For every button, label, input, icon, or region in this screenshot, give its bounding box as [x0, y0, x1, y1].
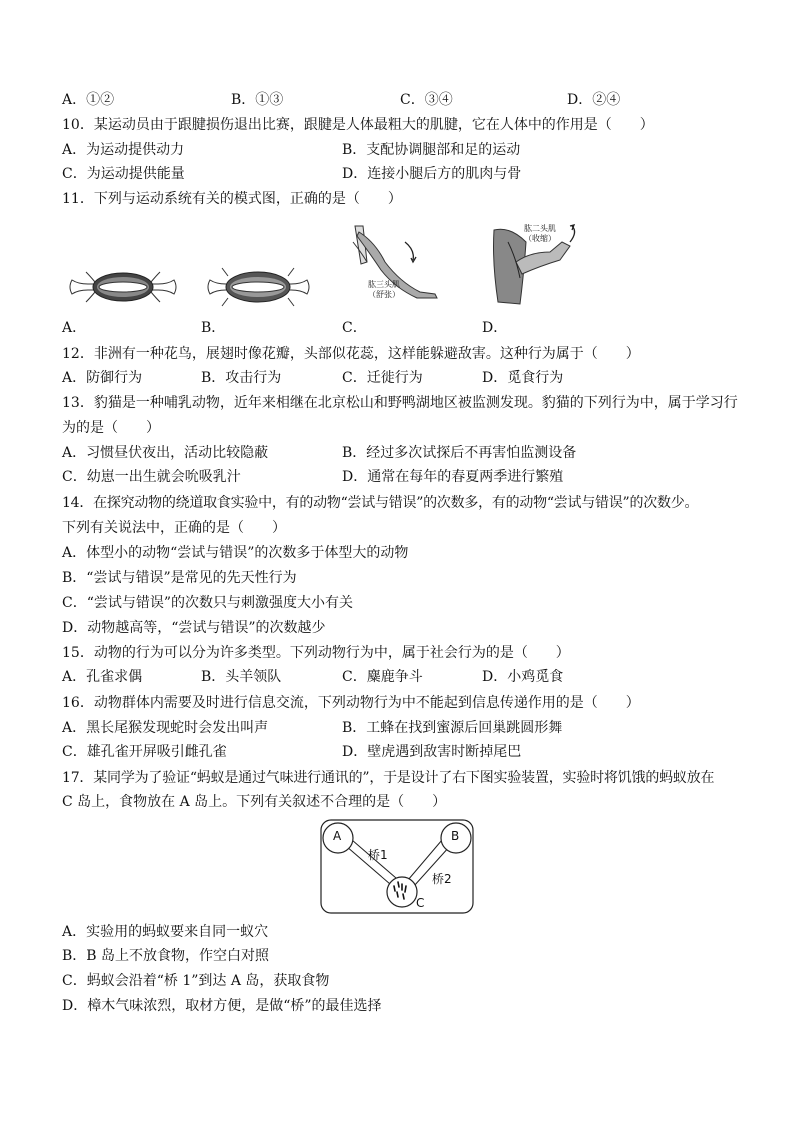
island-a-label: A: [333, 829, 342, 843]
q16-option-a: A．黑长尾猴发现蛇时会发出叫声: [62, 720, 269, 736]
q9-option-c: C．③④: [400, 92, 453, 108]
q14-option-c: C．“尝试与错误”的次数只与刺激强度大小有关: [62, 595, 354, 611]
q14-option-a: A．体型小的动物“尝试与错误”的次数多于体型大的动物: [62, 545, 409, 561]
q16-option-d: D．壁虎遇到敌害时断掉尾巴: [342, 744, 522, 760]
q11-figure-b: [206, 262, 311, 312]
ant-experiment-figure: [320, 818, 475, 915]
q13-stem-line2: 为的是（ ）: [62, 420, 160, 436]
q12-option-c: C．迁徙行为: [342, 370, 423, 386]
q16-option-b: B．工蜂在找到蜜源后回巢跳圆形舞: [342, 720, 563, 736]
q13-option-d: D．通常在每年的春夏两季进行繁殖: [342, 469, 564, 485]
q12-option-a: A．防御行为: [62, 370, 143, 386]
q11-option-d: D．: [482, 320, 508, 336]
q9-option-a: A．①②: [62, 92, 115, 108]
fig-d-caption: [518, 224, 562, 244]
q14-option-b: B．“尝试与错误”是常见的先天性行为: [62, 570, 297, 586]
q15-option-d: D．小鸡觅食: [482, 669, 564, 685]
q11-figure-d: [490, 222, 590, 310]
q11-option-b: B．: [201, 320, 226, 336]
q9-option-b: B．①③: [231, 92, 284, 108]
q13-option-a: A．习惯昼伏夜出，活动比较隐蔽: [62, 445, 269, 461]
q15-option-a: A．孔雀求偶: [62, 669, 143, 685]
bridge-2-label: 桥2: [432, 872, 452, 886]
q12-option-d: D．觅食行为: [482, 370, 564, 386]
fig-d-label-muscle: 肱二头肌: [524, 224, 556, 233]
q12-stem: 12．非洲有一种花鸟，展翅时像花瓣，头部似花蕊，这样能躲避敌害。这种行为属于（ ）: [62, 346, 640, 362]
q17-option-b: B．B 岛上不放食物，作空白对照: [62, 948, 270, 964]
arm-extension-drawing: [345, 222, 450, 314]
q14-option-d: D．动物越高等，“尝试与错误”的次数越少: [62, 620, 326, 636]
q17-option-a: A．实验用的蚂蚁要来自同一蚁穴: [62, 924, 269, 940]
q15-option-c: C．麋鹿争斗: [342, 669, 423, 685]
q17-stem-line2: C 岛上，食物放在 A 岛上。下列有关叙述不合理的是（ ）: [62, 794, 447, 810]
island-c-label: C: [416, 896, 425, 910]
q14-stem-line1: 14．在探究动物的绕道取食实验中，有的动物“尝试与错误”的次数多，有的动物“尝试与错误”的次数少。: [62, 495, 699, 511]
q15-stem: 15．动物的行为可以分为许多类型。下列动物行为中，属于社会行为的是（ ）: [62, 645, 570, 661]
fig-c-label-state: （舒张）: [368, 290, 400, 299]
q10-option-c: C．为运动提供能量: [62, 166, 185, 182]
q10-option-a: A．为运动提供动力: [62, 142, 185, 158]
q17-option-c: C．蚂蚁会沿着“桥 1”到达 A 岛，获取食物: [62, 973, 330, 989]
q15-option-b: B．头羊领队: [201, 669, 282, 685]
q16-option-c: C．雄孔雀开屏吸引雌孔雀: [62, 744, 227, 760]
q13-option-b: B．经过多次试探后不再害怕监测设备: [342, 445, 577, 461]
q12-option-b: B．攻击行为: [201, 370, 282, 386]
q11-option-a: A．: [62, 320, 87, 336]
q11-stem: 11．下列与运动系统有关的模式图，正确的是（ ）: [62, 191, 402, 207]
q14-stem-line2: 下列有关说法中，正确的是（ ）: [62, 520, 286, 536]
q13-option-c: C．幼崽一出生就会吮吸乳汁: [62, 469, 241, 485]
q11-option-c: C．: [342, 320, 367, 336]
q11-figure-c: [345, 222, 450, 314]
bridge-1-label: 桥1: [368, 848, 388, 862]
fig-c-caption: [361, 280, 407, 300]
q17-option-d: D．樟木气味浓烈，取材方便，是做“桥”的最佳选择: [62, 998, 382, 1014]
q10-option-b: B．支配协调腿部和足的运动: [342, 142, 521, 158]
q11-figure-a: [68, 262, 178, 312]
q10-option-d: D．连接小腿后方的肌肉与骨: [342, 166, 522, 182]
q17-stem-line1: 17．某同学为了验证“蚂蚁是通过气味进行通讯的”，于是设计了右下图实验装置，实验时将饥饿的蚂蚁放在: [62, 770, 715, 786]
q16-stem: 16．动物群体内需要及时进行信息交流，下列动物行为中不能起到信息传递作用的是（ ）: [62, 695, 640, 711]
island-b-label: B: [451, 829, 460, 843]
q13-stem-line1: 13．豹猫是一种哺乳动物，近年来相继在北京松山和野鸭湖地区被监测发现。豹猫的下列行为中，属于学习行: [62, 395, 738, 411]
fig-d-label-state: （收缩）: [524, 234, 556, 243]
q9-option-d: D．②④: [567, 92, 621, 108]
fig-c-label-muscle: 肱三头肌: [368, 280, 400, 289]
q10-stem: 10．某运动员由于跟腱损伤退出比赛，跟腱是人体最粗大的肌腱，它在人体中的作用是（ ）: [62, 117, 654, 133]
